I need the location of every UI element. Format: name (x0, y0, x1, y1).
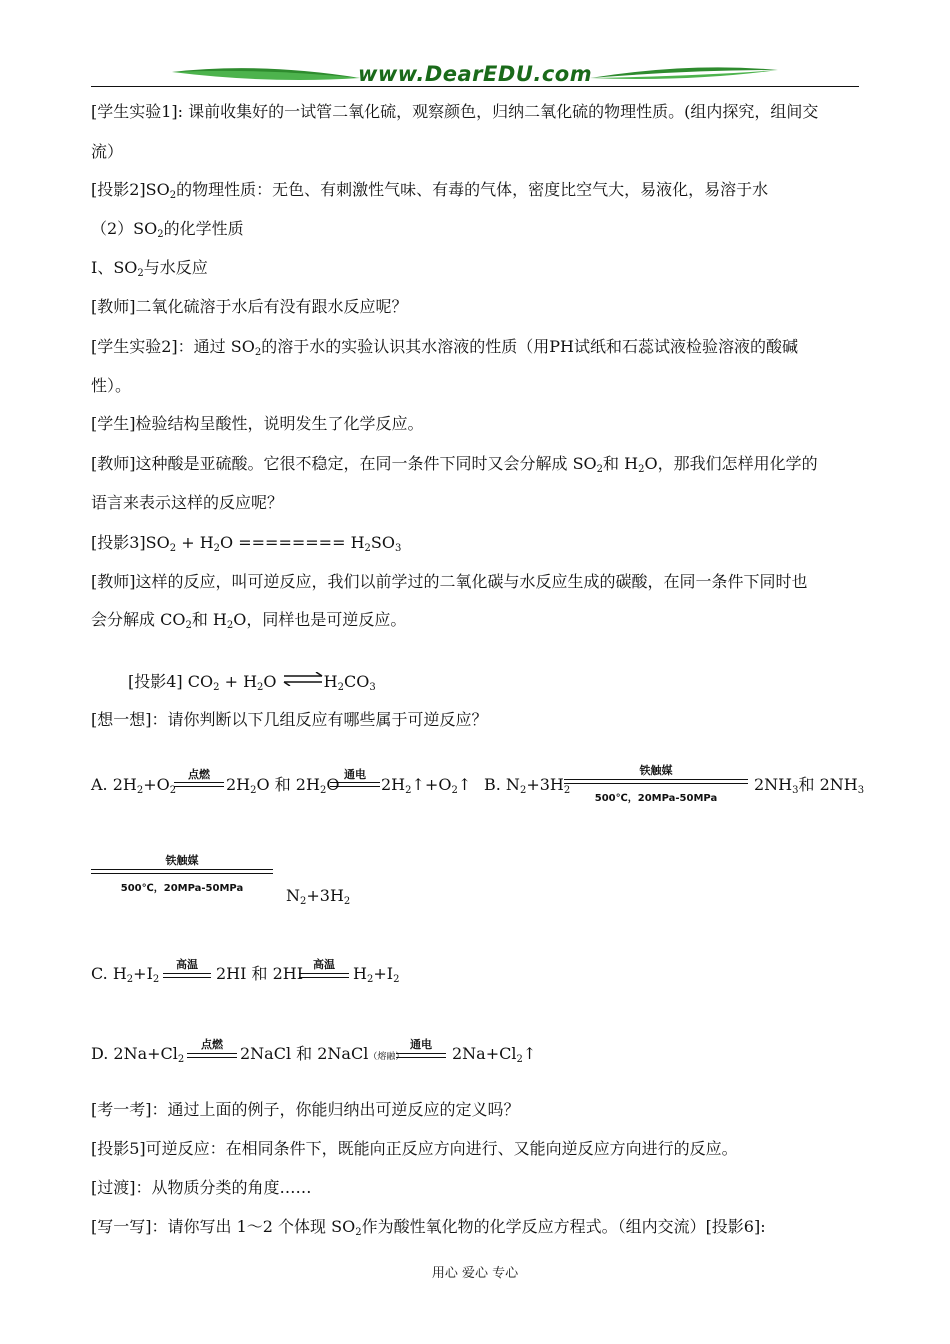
condition-catalyst-b2: 铁触媒 500℃，20MPa-50MPa (91, 852, 273, 896)
transition-text: [过渡]：从物质分类的角度…… (91, 1178, 312, 1197)
page-footer: 用心 爱心 专心 (431, 1266, 519, 1281)
condition-electrolysis-d: 通电 (396, 1036, 446, 1064)
teacher-explanation-2: [教师]这样的反应，叫可逆反应，我们以前学过的二氧化碳与水反应生成的碳酸，在同一条件下同时也 (91, 572, 808, 591)
reaction-a-products: $2H_2↑+O_2↑$ (381, 775, 472, 796)
reaction-a-mid: $2H_2O$ 和 $2H_2O$ (226, 775, 340, 796)
student-experiment-2-cont: 性）。 (91, 376, 132, 395)
logo-text: www.DearEDU.com (358, 62, 593, 86)
reaction-d: D. $2Na+Cl_2$ (91, 1044, 185, 1065)
reaction-b2-products: $N_2+3H_2$ (286, 886, 351, 907)
teacher-explanation-1-cont: 语言来表示这样的反应呢？ (91, 493, 284, 512)
teacher-explanation-2-cont: 会分解成 $CO_2$和 $H_2O$，同样也是可逆反应。 (91, 610, 407, 631)
projection-4-equation: [投影4] $CO_2 + H_2O$ $H_2CO_3$ (128, 672, 376, 693)
teacher-explanation-1: [教师]这种酸是亚硫酸。它很不稳定，在同一条件下同时又会分解成 $SO_2$和 $H_2O$，那我们怎样用化学的 (91, 454, 818, 475)
write-prompt: [写一写]：请你写出 1～2 个体现 $SO_2$作为酸性氧化物的化学反应方程式。（组内交流）[投影6]: (91, 1217, 766, 1238)
condition-high-temp-c1: 高温 (163, 956, 211, 984)
reaction-b-products: $2NH_3$和 $2NH_3$ (754, 775, 865, 796)
reaction-b: B. $N_2+3H_2$ (484, 775, 571, 796)
reaction-c-mid: 2HI 和 2HI (216, 964, 304, 983)
section-chemical-properties: $(2)SO_2$的化学性质 (91, 219, 244, 240)
reversible-arrow-icon (282, 672, 324, 686)
condition-electrolysis-a: 通电 (330, 766, 380, 794)
student-experiment-2: [学生实验2]：通过 $SO_2$的溶于水的实验认识其水溶液的性质（用PH试纸和石蕊试液检验溶液的酸碱 (91, 337, 798, 358)
projection-2: [投影$2]SO_2$的物理性质：无色、有刺激性气味、有毒的气体，密度比空气大，易液化，易溶于水 (91, 180, 769, 201)
student-experiment-1-cont: 流） (91, 142, 124, 161)
test-prompt: [考一考]：通过上面的例子，你能归纳出可逆反应的定义吗？ (91, 1100, 520, 1119)
reaction-d-mid: 2NaCl 和 2NaCl（熔融） (240, 1044, 405, 1063)
student-answer: [学生]检验结构呈酸性，说明发生了化学反应。 (91, 414, 424, 433)
header-logo (170, 58, 780, 88)
condition-high-temp-c2: 高温 (299, 956, 349, 984)
condition-ignite-d: 点燃 (187, 1036, 237, 1064)
think-prompt: [想一想]：请你判断以下几组反应有哪些属于可逆反应？ (91, 710, 488, 729)
reaction-c: C. $H_2+I_2$ (91, 964, 160, 985)
projection-5-definition: [投影5]可逆反应：在相同条件下，既能向正反应方向进行、又能向逆反应方向进行的反应。 (91, 1139, 738, 1158)
student-experiment-1: [学生实验1]: 课前收集好的一试管二氧化硫，观察颜色，归纳二氧化硫的物理性质。(组内探究，组间交 (91, 102, 819, 121)
reaction-d-products: $2Na+Cl_2↑$ (452, 1044, 537, 1065)
projection-3-equation: [投影$3]SO_2 + H_2O$ ======== $H_2SO_3$ (91, 533, 402, 554)
header-rule (91, 86, 859, 87)
condition-catalyst-b: 铁触媒 500℃，20MPa-50MPa (564, 762, 748, 806)
reaction-c-products: $H_2+I_2$ (353, 964, 400, 985)
reaction-a: A. $2H_2+O_2$ (91, 775, 177, 796)
subsection-water-reaction: I、$SO_2$与水反应 (91, 258, 208, 279)
teacher-question-1: [教师]二氧化硫溶于水后有没有跟水反应呢？ (91, 297, 408, 316)
condition-ignite-a: 点燃 (174, 766, 224, 794)
